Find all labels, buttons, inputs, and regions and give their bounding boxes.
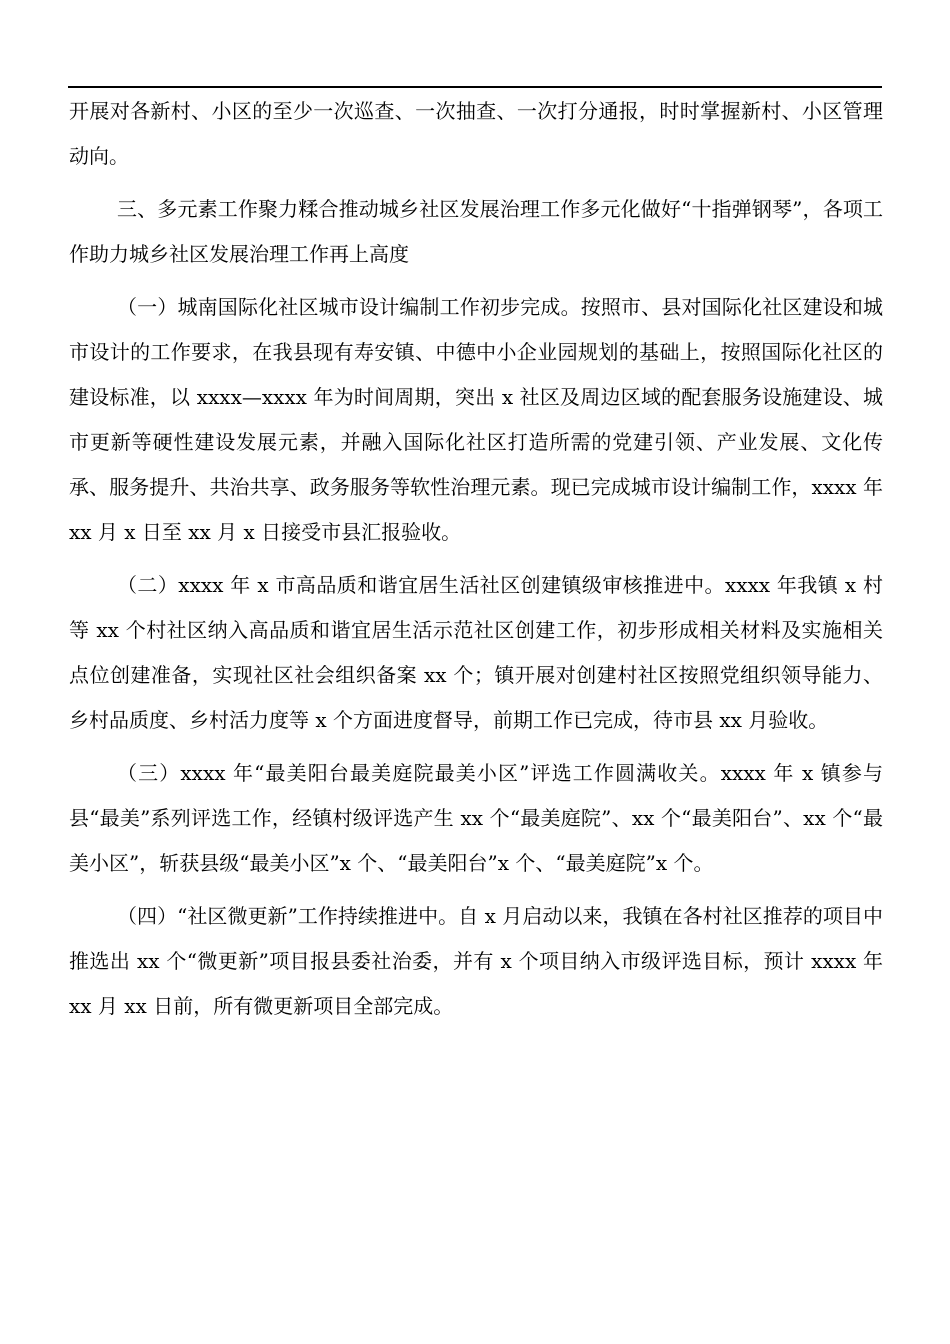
paragraph-item-1: （一）城南国际化社区城市设计编制工作初步完成。按照市、县对国际化社区建设和城市设计的工作要求，在我县现有寿安镇、中德中小企业园规划的基础上，按照国际化社区的建设标准，以 xxxx—xxxx 年为时间周期，突出 x 社区及周边区域的配套服务设施建设、城市更新等硬性建设发展元素，并融入国际化社区打造所需的党建引领、产业发展、文化传承、服务提升、共治共享、政务服务等软性治理元素。现已完成城市设计编制工作，xxxx 年 xx 月 x 日至 xx 月 x 日接受市县汇报验收。 <box>69 295 883 544</box>
paragraph-item-4: （四）“社区微更新”工作持续推进中。自 x 月启动以来，我镇在各村社区推荐的项目中推选出 xx 个“微更新”项目报县委社治委，并有 x 个项目纳入市级评选目标，预计 xxxx 年 xx 月 xx 日前，所有微更新项目全部完成。 <box>69 904 883 1018</box>
paragraph-item-2: （二）xxxx 年 x 市高品质和谐宜居生活社区创建镇级审核推进中。xxxx 年我镇 x 村等 xx 个村社区纳入高品质和谐宜居生活示范社区创建工作，初步形成相关材料及实施相关点位创建准备，实现社区社会组织备案 xx 个；镇开展对创建村社区按照党组织领导能力、乡村品质度、乡村活力度等 x 个方面进度督导，前期工作已完成，待市县 xx 月验收。 <box>69 573 883 732</box>
paragraph-continuation: 开展对各新村、小区的至少一次巡查、一次抽查、一次打分通报，时时掌握新村、小区管理动向。 <box>69 99 883 168</box>
section-heading: 三、多元素工作聚力糅合推动城乡社区发展治理工作多元化做好“十指弹钢琴”，各项工作助力城乡社区发展治理工作再上高度 <box>69 197 883 266</box>
header-rule <box>68 86 882 88</box>
paragraph-item-3: （三）xxxx 年“最美阳台最美庭院最美小区”评选工作圆满收关。xxxx 年 x 镇参与县“最美”系列评选工作，经镇村级评选产生 xx 个“最美庭院”、xx 个“最美阳台”、xx 个“最美小区”，斩获县级“最美小区”x 个、“最美阳台”x 个、“最美庭院”x 个。 <box>69 761 883 875</box>
document-body <box>69 89 883 1029</box>
